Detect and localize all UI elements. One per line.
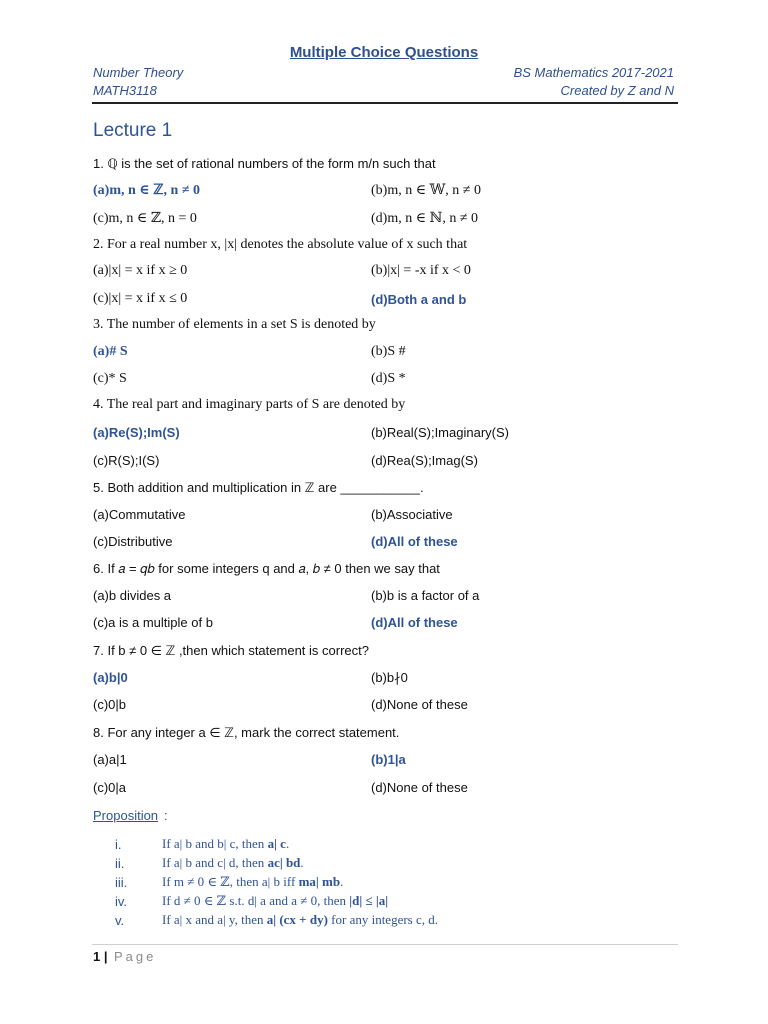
q4-option-b: (b)Real(S);Imaginary(S) (371, 425, 509, 440)
q4-option-d: (d)Rea(S);Imag(S) (371, 453, 478, 468)
course-code: MATH3118 (93, 83, 157, 98)
q2-option-d: (d)Both a and b (371, 292, 467, 307)
proposition-heading: Proposition (93, 808, 159, 823)
proposition-item: If a| b and b| c, then a| c. (162, 836, 290, 851)
q5-option-c: (c)Distributive (93, 534, 173, 549)
q5-option-d: (d)All of these (371, 534, 458, 549)
author-credit: Created by Z and N (560, 83, 674, 98)
q2-option-b: (b)|x| = -x if x < 0 (371, 263, 471, 278)
proposition-number: iv. (115, 894, 128, 909)
question-2: 2. For a real number x, |x| denotes the absolute value of x such that (93, 237, 468, 252)
q4-option-c: (c)R(S);I(S) (93, 453, 160, 468)
q6-option-d: (d)All of these (371, 615, 458, 630)
q7-option-b: (b)b∤0 (371, 670, 408, 685)
q8-option-d: (d)None of these (371, 780, 468, 795)
q1-option-c: (c)m, n ∈ ℤ, n = 0 (93, 211, 197, 226)
q3-option-c: (c)* S (93, 371, 127, 386)
page-number: 1 | (93, 949, 108, 964)
q6-option-b: (b)b is a factor of a (371, 588, 480, 603)
q7-option-a: (a)b|0 (93, 670, 128, 685)
q5-option-b: (b)Associative (371, 507, 453, 522)
question-7: 7. If b ≠ 0 ∈ ℤ ,then which statement is correct? (93, 643, 369, 658)
question-1: 1. ℚ is the set of rational numbers of the form m/n such that (93, 156, 436, 171)
program-name: BS Mathematics 2017-2021 (513, 65, 674, 80)
proposition-colon: : (164, 808, 168, 823)
page-title: Multiple Choice Questions (289, 44, 479, 61)
q5-option-a: (a)Commutative (93, 507, 186, 522)
proposition-number: ii. (115, 856, 125, 871)
question-8: 8. For any integer a ∈ ℤ, mark the correct statement. (93, 725, 400, 740)
proposition-number: iii. (115, 875, 128, 890)
header-divider (92, 102, 678, 104)
proposition-item: If a| x and a| y, then a| (cx + dy) for any integers c, d. (162, 912, 439, 927)
q8-option-c: (c)0|a (93, 780, 126, 795)
q8-option-a: (a)a|1 (93, 752, 127, 767)
q3-option-a: (a)# S (93, 344, 128, 359)
proposition-item: If d ≠ 0 ∈ ℤ s.t. d| a and a ≠ 0, then |d| ≤ |a| (162, 893, 389, 908)
q3-option-d: (d)S * (371, 371, 406, 386)
q8-option-b: (b)1|a (371, 752, 406, 767)
q3-option-b: (b)S # (371, 344, 406, 359)
q2-option-c: (c)|x| = x if x ≤ 0 (93, 291, 188, 306)
proposition-number: v. (115, 913, 125, 928)
proposition-item: If m ≠ 0 ∈ ℤ, then a| b iff ma| mb. (162, 874, 344, 889)
page-label: Page (114, 949, 157, 964)
proposition-number: i. (115, 837, 122, 852)
q7-option-d: (d)None of these (371, 697, 468, 712)
q1-option-d: (d)m, n ∈ ℕ, n ≠ 0 (371, 211, 479, 226)
question-6: 6. If 𝑎 = 𝑞𝑏 for some integers q and 𝑎, 𝑏 ≠ 0 then we say that (93, 561, 440, 576)
lecture-heading: Lecture 1 (93, 120, 173, 141)
question-5: 5. Both addition and multiplication in ℤ are ___________. (93, 480, 424, 495)
q4-option-a: (a)Re(S);Im(S) (93, 425, 180, 440)
q6-option-c: (c)a is a multiple of b (93, 615, 213, 630)
footer-divider (92, 944, 678, 945)
q1-option-b: (b)m, n ∈ 𝕎, n ≠ 0 (371, 183, 481, 198)
q1-option-a: (a)m, n ∈ ℤ, n ≠ 0 (93, 183, 201, 198)
proposition-item: If a| b and c| d, then ac| bd. (162, 855, 304, 870)
question-4: 4. The real part and imaginary parts of S are denoted by (93, 397, 406, 412)
course-name: Number Theory (93, 65, 184, 80)
question-3: 3. The number of elements in a set S is denoted by (93, 317, 376, 332)
q7-option-c: (c)0|b (93, 697, 126, 712)
q6-option-a: (a)b divides a (93, 588, 172, 603)
q2-option-a: (a)|x| = x if x ≥ 0 (93, 263, 188, 278)
